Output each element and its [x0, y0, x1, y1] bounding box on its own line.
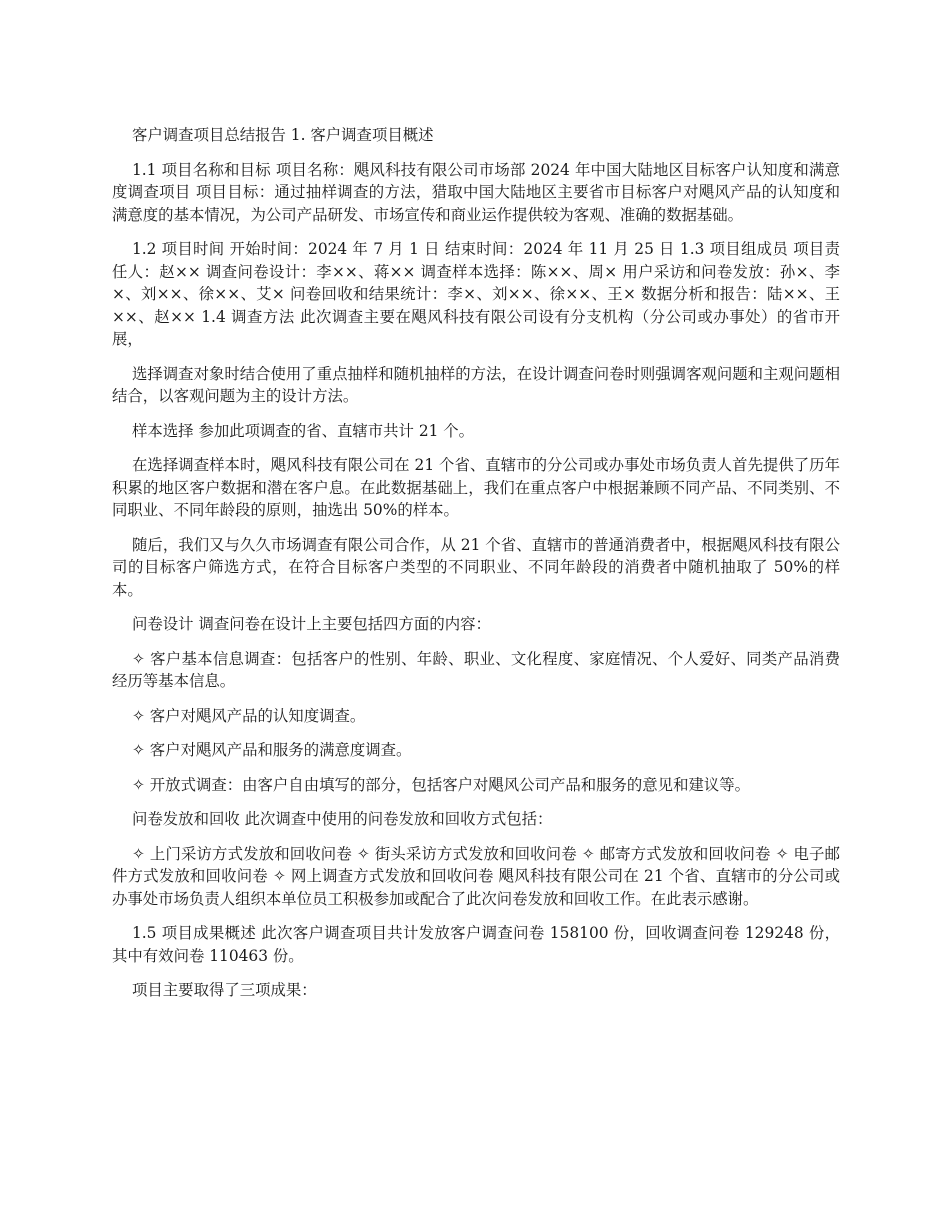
random-sample-paragraph: 随后，我们又与久久市场调查有限公司合作，从 21 个省、直辖市的普通消费者中，根据飓风科技有限公司的目标客户筛选方式，在符合目标客户类型的不同职业、不同年龄段的消费者中随机抽取了 50%的样本。	[112, 535, 840, 599]
bullet-awareness: ✧ 客户对飓风产品的认知度调查。	[132, 706, 366, 725]
distribution-methods-paragraph: 问卷发放和回收 此次调查中使用的问卷发放和回收方式包括：	[132, 810, 553, 828]
sample-selection-paragraph: 样本选择 参加此项调查的省、直辖市共计 21 个。	[132, 421, 475, 440]
key-customer-sample-paragraph: 在选择调查样本时，飓风科技有限公司在 21 个省、直辖市的分公司或办事处市场负责人首先提供了历年积累的地区客户数据和潜在客户息。在此数据基础上，我们在重点客户中根据兼顾不同产品、不同类别、不同职业、不同年龄段的原则，抽选出 50%的样本。	[112, 456, 840, 519]
report-title: 客户调查项目总结报告 1. 客户调查项目概述	[132, 126, 434, 144]
distribution-methods-list: ✧ 上门采访方式发放和回收问卷 ✧ 街头采访方式发放和回收问卷 ✧ 邮寄方式发放和回收问卷 ✧ 电子邮件方式发放和回收问卷 ✧ 网上调查方式发放和回收问卷 飓风科技有限公司在 21 个省、直辖市的分公司或办事处市场负责人组织本单位员工积极参加或配合了此次问卷发放和回收工作。在此表示感谢。	[112, 844, 840, 908]
section-1-2-project-time-and-members: 1.2 项目时间 开始时间：2024 年 7 月 1 日 结束时间：2024 年 11 月 25 日 1.3 项目组成员 项目责任人：赵×× 调查问卷设计：李××、蒋×× 调查样本选择：陈××、周× 用户采访和问卷发放：孙×、李×、刘××、徐××、艾× 问卷回收和结果统计：李×、刘××、徐××、王× 数据分析和报告：陆××、王××、赵×× 1.4 调查方法 此次调查主要在飓风科技有限公司设有分支机构（分公司或办事处）的省市开展，	[112, 240, 840, 348]
three-results-intro: 项目主要取得了三项成果：	[132, 981, 317, 999]
section-1-5-results-overview: 1.5 项目成果概述 此次客户调查项目共计发放客户调查问卷 158100 份，回收调查问卷 129248 份，其中有效问卷 110463 份。	[112, 924, 840, 965]
bullet-satisfaction: ✧ 客户对飓风产品和服务的满意度调查。	[132, 741, 412, 759]
sampling-method-paragraph: 选择调查对象时结合使用了重点抽样和随机抽样的方法，在设计调查问卷时则强调客观问题和主观问题相结合，以客观问题为主的设计方法。	[112, 364, 840, 405]
section-1-1-project-name-and-goal: 1.1 项目名称和目标 项目名称：飓风科技有限公司市场部 2024 年中国大陆地区目标客户认知度和满意度调查项目 项目目标：通过抽样调查的方法，猎取中国大陆地区主要省市目标客户对飓风产品的认知度和满意度的基本情况，为公司产品研发、市场宣传和商业运作提供较为客观、准确的数据基础。	[112, 160, 840, 224]
questionnaire-design-paragraph: 问卷设计 调查问卷在设计上主要包括四方面的内容：	[132, 615, 491, 633]
document-body	[112, 124, 840, 1014]
bullet-basic-info: ✧ 客户基本信息调查：包括客户的性别、年龄、职业、文化程度、家庭情况、个人爱好、同类产品消费经历等基本信息。	[112, 649, 840, 690]
bullet-open-survey: ✧ 开放式调查：由客户自由填写的部分，包括客户对飓风公司产品和服务的意见和建议等。	[132, 775, 751, 794]
